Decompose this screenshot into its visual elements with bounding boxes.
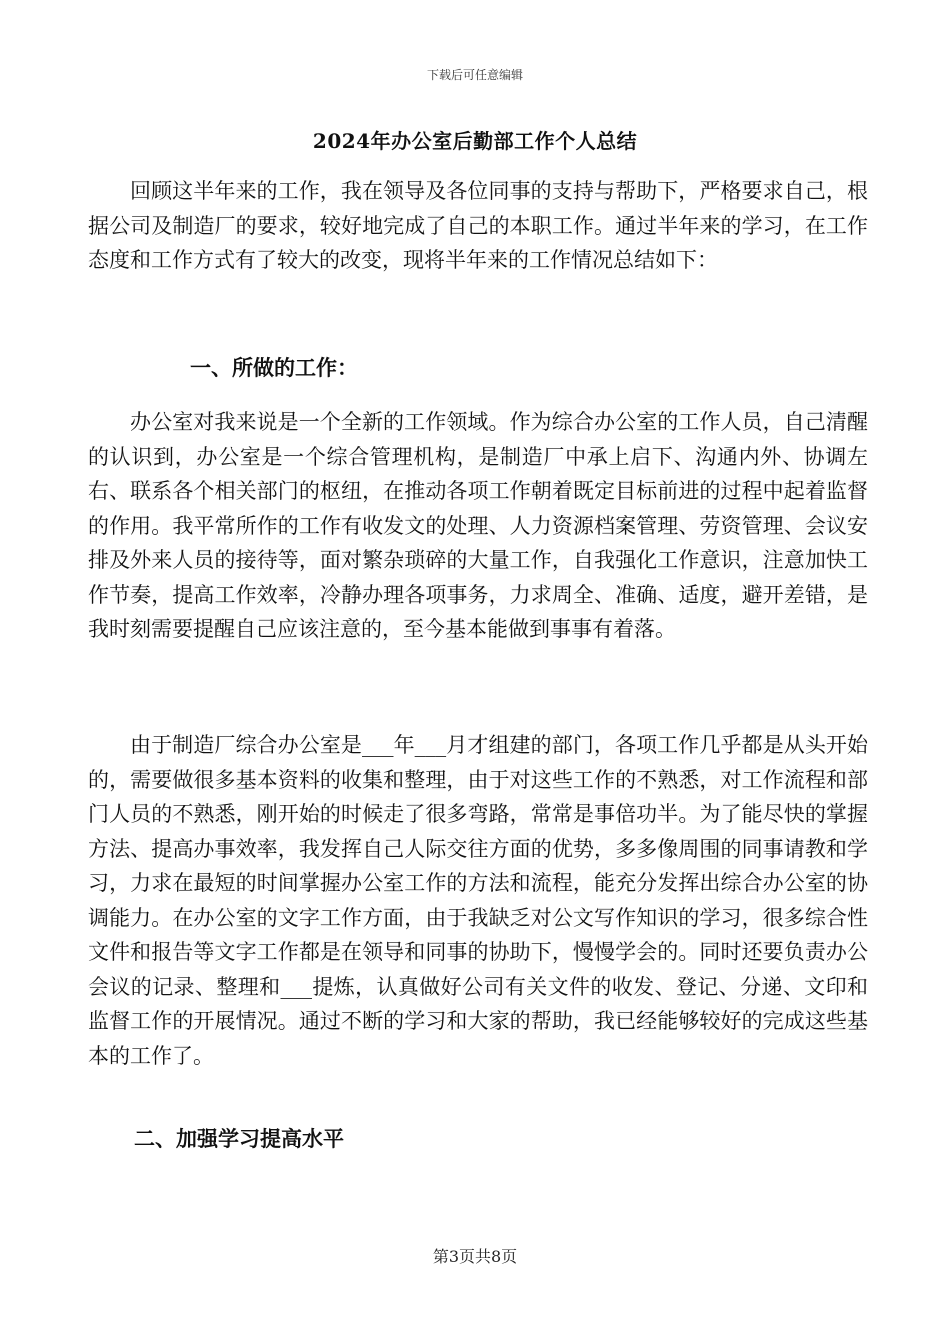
section-2-heading: 二、加强学习提高水平 [134, 1126, 344, 1151]
header-note: 下载后可任意编辑 [426, 68, 523, 82]
page-number-footer: 第3页共8页 [432, 1247, 518, 1266]
intro-paragraph: 回顾这半年来的工作，我在领导及各位同事的支持与帮助下，严格要求自己，根据公司及制造厂的要求，较好地完成了自己的本职工作。通过半年来的学习，在工作态度和工作方式有了较大的改变，现将半年来的工作情况总结如下： [88, 179, 868, 272]
section-1-paragraph-1: 办公室对我来说是一个全新的工作领域。作为综合办公室的工作人员，自己清醒的认识到，办公室是一个综合管理机构，是制造厂中承上启下、沟通内外、协调左右、联系各个相关部门的枢纽，在推动各项工作朝着既定目标前进的过程中起着监督的作用。我平常所作的工作有收发文的处理、人力资源档案管理、劳资管理、会议安排及外来人员的接待等，面对繁杂琐碎的大量工作，自我强化工作意识，注意加快工作节奏，提高工作效率，冷静办理各项事务，力求周全、准确、适度，避开差错，是我时刻需要提醒自己应该注意的，至今基本能做到事事有着落。 [88, 410, 868, 641]
section-1-heading: 一、所做的工作： [190, 355, 358, 380]
document-title: 2024年办公室后勤部工作个人总结 [312, 129, 638, 153]
section-1-paragraph-2: 由于制造厂综合办公室是___年___月才组建的部门，各项工作几乎都是从头开始的，需要做很多基本资料的收集和整理，由于对这些工作的不熟悉，对工作流程和部门人员的不熟悉，刚开始的时候走了很多弯路，常常是事倍功半。为了能尽快的掌握方法、提高办事效率，我发挥自己人际交往方面的优势，多多像周围的同事请教和学习，力求在最短的时间掌握办公室工作的方法和流程，能充分发挥出综合办公室的协调能力。在办公室的文字工作方面，由于我缺乏对公文写作知识的学习，很多综合性文件和报告等文字工作都是在领导和同事的协助下，慢慢学会的。同时还要负责办公会议的记录、整理和___提炼，认真做好公司有关文件的收发、登记、分递、文印和监督工作的开展情况。通过不断的学习和大家的帮助，我已经能够较好的完成这些基本的工作了。 [88, 733, 868, 1068]
